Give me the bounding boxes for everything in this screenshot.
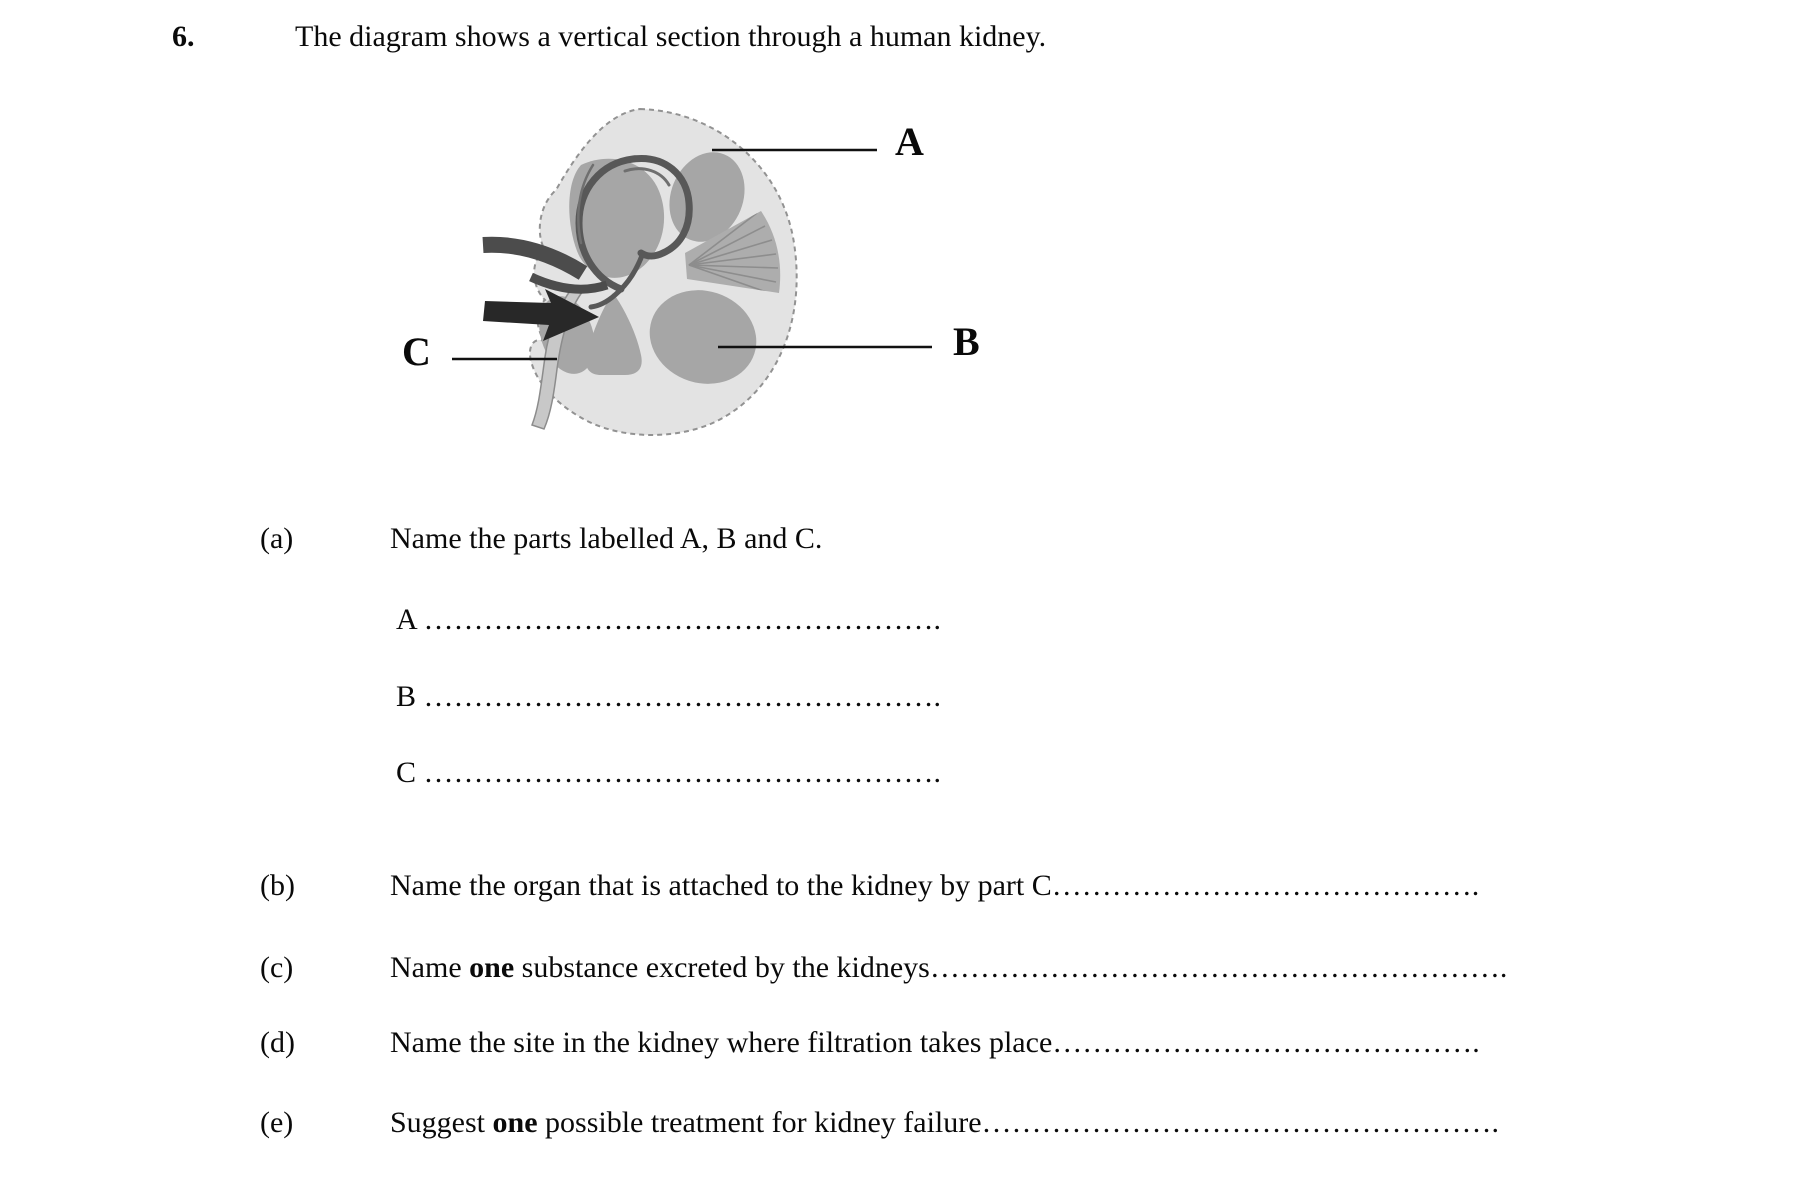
answer-blank-b[interactable]: …………………………………………….	[423, 680, 942, 713]
part-a-label: (a)	[260, 522, 294, 555]
part-c-label: (c)	[260, 951, 294, 984]
answer-blank-a[interactable]: …………………………………………….	[423, 603, 942, 636]
part-d-blank[interactable]: …………………………………….	[1052, 1026, 1480, 1059]
answer-row-b	[396, 678, 1044, 716]
answer-blank-c[interactable]: …………………………………………….	[423, 756, 942, 789]
part-b-text: Name the organ that is attached to the kidney by part C	[390, 869, 1052, 902]
part-c-text: Name	[390, 951, 470, 984]
part-d-label: (d)	[260, 1026, 295, 1059]
part-c-bold: one	[469, 951, 515, 984]
figure-label-a: A	[895, 119, 924, 164]
part-d-row	[260, 1024, 1708, 1062]
part-c-blank[interactable]: ………………………………………………….	[929, 951, 1508, 984]
answer-row-c	[396, 754, 1044, 792]
part-c-row	[260, 949, 1708, 987]
figure-label-b: B	[953, 319, 980, 364]
part-e-bold: one	[492, 1106, 538, 1139]
answer-letter-b: B	[396, 680, 417, 713]
question-intro: The diagram shows a vertical section through a human kidney.	[295, 20, 1047, 53]
figure-label-c: C	[402, 329, 431, 374]
answer-row-a	[396, 601, 1044, 639]
part-e-text: Suggest	[390, 1106, 493, 1139]
question-number: 6.	[172, 20, 195, 53]
part-c-suffix: substance excreted by the kidneys	[514, 951, 930, 984]
part-e-row	[260, 1104, 1708, 1142]
kidney-figure	[385, 95, 1005, 445]
part-d-text: Name the site in the kidney where filtration takes place	[390, 1026, 1053, 1059]
part-e-label: (e)	[260, 1106, 294, 1139]
answer-letter-a: A	[396, 603, 417, 636]
part-e-suffix: possible treatment for kidney failure	[537, 1106, 982, 1139]
part-b-row	[260, 867, 1708, 905]
part-b-blank[interactable]: …………………………………….	[1051, 869, 1480, 902]
part-b-label: (b)	[260, 869, 295, 902]
question-heading	[172, 18, 1046, 56]
answer-letter-c: C	[396, 756, 417, 789]
part-e-blank[interactable]: …………………………………………….	[981, 1106, 1500, 1139]
part-a-text: Name the parts labelled A, B and C.	[390, 522, 823, 555]
part-a-row	[260, 520, 822, 558]
